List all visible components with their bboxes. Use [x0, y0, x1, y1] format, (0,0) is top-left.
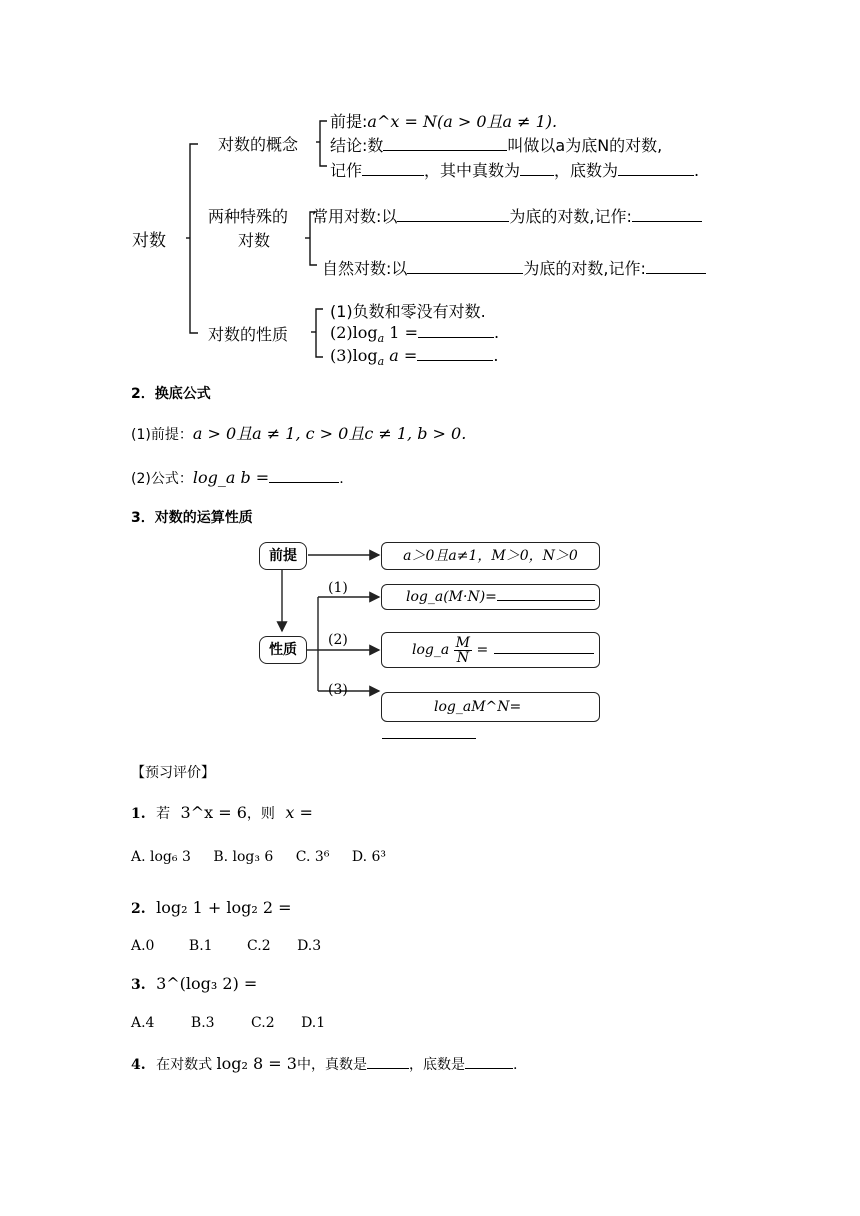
q1-options	[131, 849, 386, 865]
property-2-prefix: (2)log	[330, 323, 378, 342]
branch-label-1: (1)	[328, 580, 348, 596]
branch-label-3: (3)	[328, 682, 348, 698]
q2-math: log₂ 1 + log₂ 2 =	[156, 898, 292, 917]
q3-options	[131, 1015, 325, 1031]
formula-math: log_a b =	[192, 468, 270, 487]
formula-label: (2)公式：	[131, 471, 193, 487]
rule-box-3	[381, 692, 600, 722]
option-c[interactable]: C. 3⁶	[295, 849, 330, 865]
record-end: .	[694, 161, 700, 180]
natural-prefix: 自然对数:以	[322, 259, 408, 278]
property-3-prefix: (3)log	[330, 346, 378, 365]
question-3	[131, 974, 257, 993]
section3-heading: 3．对数的运算性质	[131, 510, 253, 526]
option-b[interactable]: B.3	[190, 1015, 215, 1031]
blank-line[interactable]	[362, 161, 424, 176]
record-mid1: ，其中真数为	[424, 161, 521, 180]
q4-math: log₂ 8 = 3	[216, 1054, 297, 1073]
section2-formula: (2)公式：log_a b = .	[131, 468, 344, 487]
q2-options	[131, 938, 321, 954]
concept-label: 对数的概念	[218, 135, 299, 154]
premise-line	[330, 109, 557, 132]
rule-2-prefix: log_a	[412, 642, 450, 658]
main-brace	[190, 144, 198, 333]
property-brace	[316, 309, 323, 357]
premise-label: (1)前提：	[131, 427, 193, 443]
blank-line[interactable]	[418, 323, 494, 338]
section2-premise	[131, 421, 466, 444]
blank-line[interactable]	[417, 346, 493, 361]
blank-line[interactable]	[407, 259, 523, 274]
q2-number: 2.	[131, 901, 146, 917]
record-prefix: 记作	[330, 161, 363, 180]
property-box: 性质	[259, 636, 307, 664]
q4-mid2: ，底数是	[408, 1057, 465, 1073]
question-4: 4. 在对数式 log₂ 8 = 3中，真数是 ，底数是 .	[131, 1054, 518, 1073]
blank-line[interactable]	[646, 259, 706, 274]
conclusion-line	[330, 133, 662, 156]
rule-box-1	[381, 584, 600, 610]
premise-math: a^x = N(a > 0且a ≠ 1).	[367, 112, 558, 131]
blank-line[interactable]	[494, 639, 594, 654]
section2-heading: 2．换底公式	[131, 386, 211, 402]
conclusion-prefix: 结论:数	[330, 136, 384, 155]
blank-line[interactable]	[367, 1054, 409, 1069]
blank-line[interactable]	[397, 207, 509, 222]
concept-brace	[320, 121, 327, 166]
record-line	[330, 158, 699, 181]
rule-2-fraction: $\frac{M}{N}$	[455, 634, 471, 666]
property-2-mid: 1 =	[384, 323, 418, 342]
option-b[interactable]: B. log₃ 6	[213, 849, 274, 865]
conclusion-suffix: 叫做以a为底N的对数,	[507, 136, 663, 155]
common-prefix: 常用对数:以	[312, 207, 398, 226]
record-mid2: ，底数为	[554, 161, 619, 180]
special-label-1: 两种特殊的	[208, 207, 289, 226]
blank-line[interactable]	[269, 468, 339, 483]
option-d[interactable]: D.3	[297, 938, 322, 954]
q4-mid: 中，真数是	[296, 1057, 367, 1073]
property-label: 对数的性质	[208, 325, 289, 344]
q4-text: 在对数式	[156, 1057, 213, 1073]
blank-line[interactable]	[520, 161, 554, 176]
common-suffix: 为底的对数,记作:	[509, 207, 632, 226]
blank-line[interactable]	[383, 136, 507, 151]
q1-text: 若	[156, 806, 171, 822]
question-1	[131, 803, 313, 823]
root-label: 对数	[132, 231, 166, 251]
premise-condition-box: a＞0且a≠1，M＞0，N＞0	[381, 542, 600, 570]
premise-box: 前提	[259, 542, 307, 570]
q1-then: ，则	[246, 806, 275, 822]
natural-suffix: 为底的对数,记作:	[523, 259, 646, 278]
property-1: (1)负数和零没有对数.	[330, 302, 486, 321]
property-2: $(2)\log_a$ 1 = .	[330, 323, 500, 346]
blank-line[interactable]	[382, 724, 476, 739]
q3-math: 3^(log₃ 2) =	[156, 974, 258, 993]
special-label-2: 对数	[238, 231, 271, 250]
branch-label-2: (2)	[328, 632, 348, 648]
natural-log-line	[322, 256, 706, 279]
rule-2-eq: =	[476, 642, 489, 658]
option-a[interactable]: A.4	[131, 1015, 155, 1031]
question-2	[131, 898, 292, 917]
blank-line[interactable]	[465, 1054, 513, 1069]
rule-3: log_aM^N=	[434, 699, 522, 715]
option-c[interactable]: C.2	[247, 938, 271, 954]
blank-line[interactable]	[497, 586, 595, 601]
blank-line[interactable]	[618, 161, 694, 176]
q4-number: 4.	[131, 1057, 146, 1073]
premise-math: a > 0且a ≠ 1, c > 0且c ≠ 1, b > 0.	[192, 424, 467, 443]
blank-line[interactable]	[632, 207, 702, 222]
property-3-mid: a =	[384, 346, 418, 365]
rule-box-2	[381, 632, 600, 668]
q3-number: 3.	[131, 977, 146, 993]
q1-var: x =	[285, 803, 313, 822]
option-c[interactable]: C.2	[251, 1015, 275, 1031]
option-b[interactable]: B.1	[188, 938, 213, 954]
option-d[interactable]: D. 6³	[351, 849, 387, 865]
option-a[interactable]: A. log₆ 3	[131, 849, 191, 865]
option-d[interactable]: D.1	[301, 1015, 326, 1031]
rule-1: log_a(M·N)=	[406, 589, 497, 605]
q1-number: 1.	[131, 806, 146, 822]
property-3: $(3)\log_a$ a = .	[330, 346, 499, 369]
option-a[interactable]: A.0	[131, 938, 155, 954]
q1-math: 3^x = 6	[180, 803, 247, 822]
premise-prefix: 前提:	[330, 112, 368, 131]
common-log-line	[312, 204, 702, 227]
preview-heading: 【预习评价】	[131, 765, 215, 781]
